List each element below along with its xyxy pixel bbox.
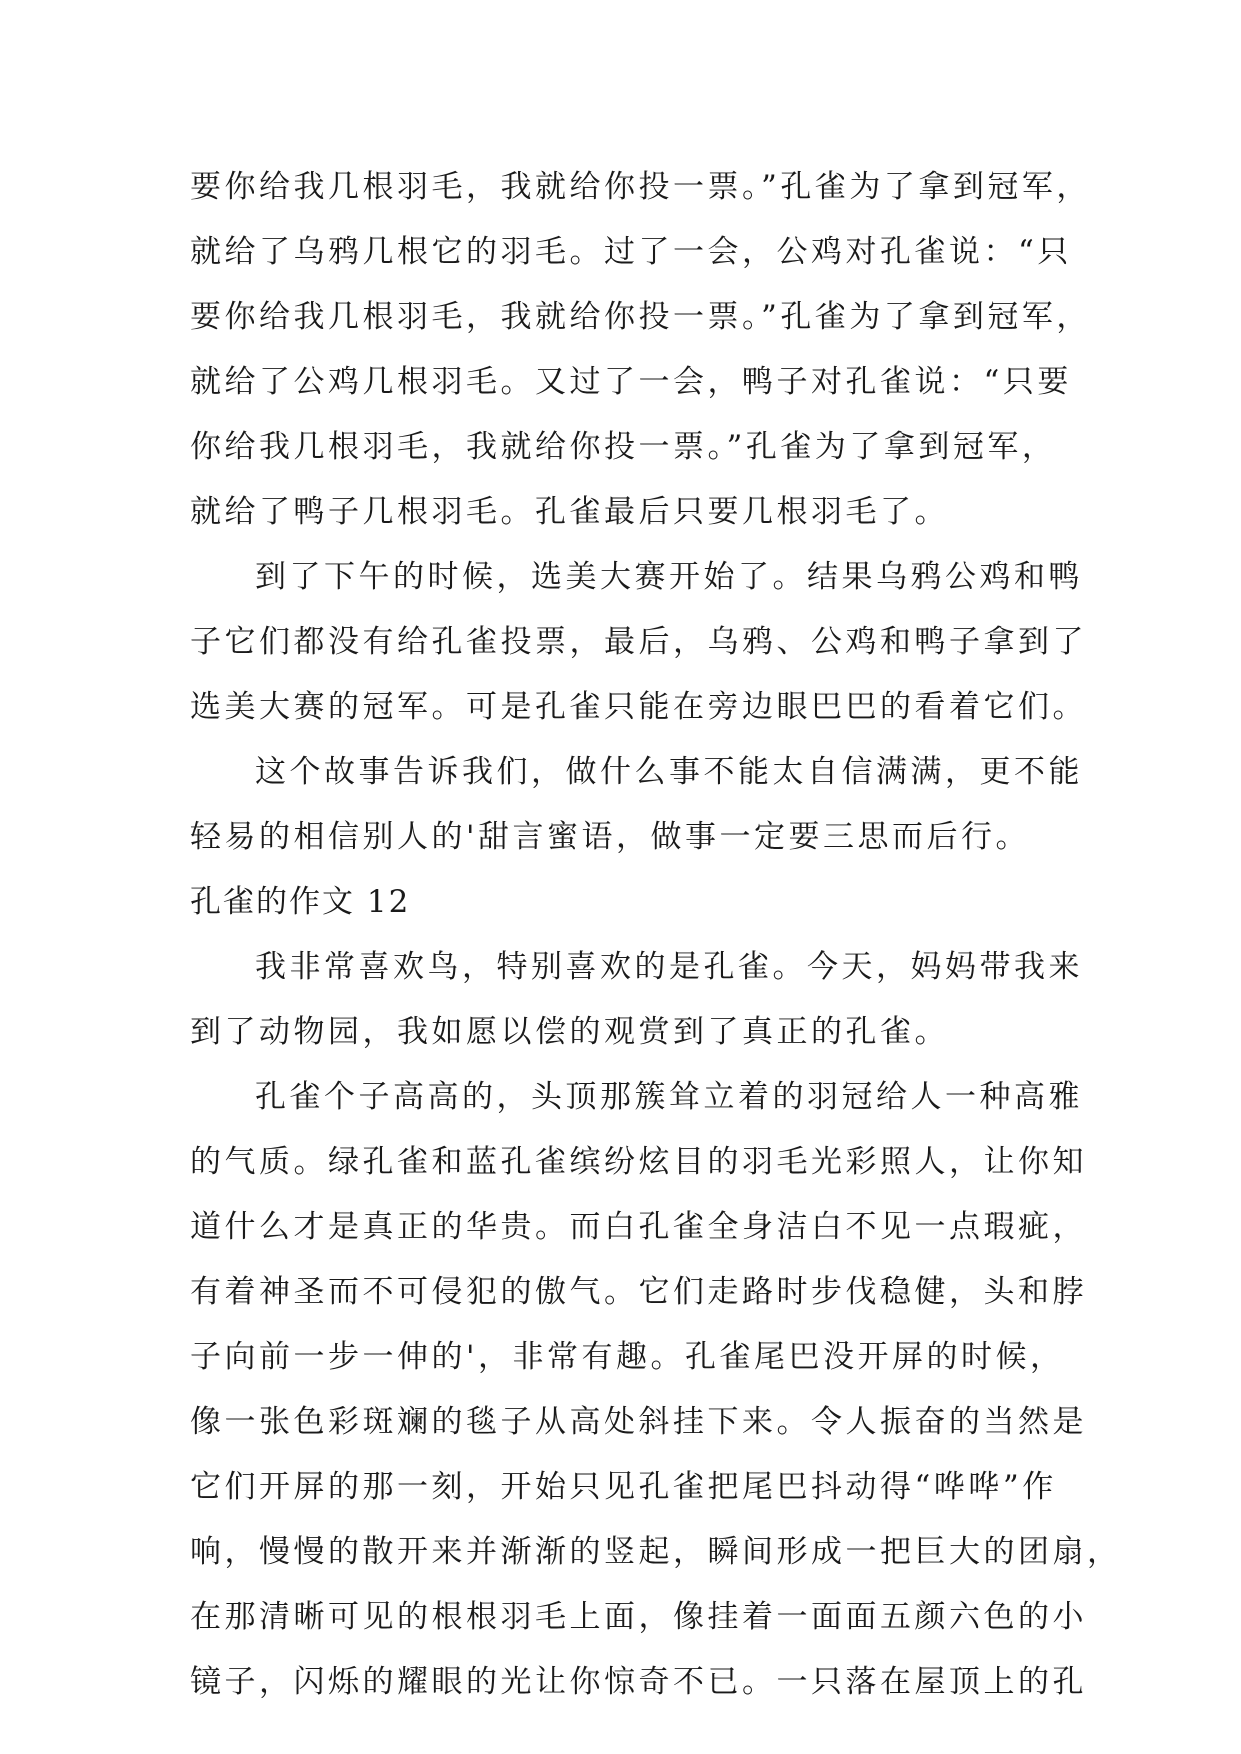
text-line: 就给了乌鸦几根它的羽毛。过了一会，公鸡对孔雀说：“只 [190,234,1072,270]
text-line: 就给了公鸡几根羽毛。又过了一会，鸭子对孔雀说：“只要 [190,364,1072,400]
text-line: 道什么才是真正的华贵。而白孔雀全身洁白不见一点瑕疵， [190,1209,1087,1245]
text-line: 要你给我几根羽毛，我就给你投一票。”孔雀为了拿到冠军， [190,169,1091,205]
text-line: 选美大赛的冠军。可是孔雀只能在旁边眼巴巴的看着它们。 [190,689,1087,725]
text-line: 子它们都没有给孔雀投票，最后，乌鸦、公鸡和鸭子拿到了 [190,624,1087,660]
text-line: 子向前一步一伸的'，非常有趣。孔雀尾巴没开屏的时候， [190,1339,1065,1375]
text-line: 镜子，闪烁的耀眼的光让你惊奇不已。一只落在屋顶上的孔 [190,1664,1087,1700]
text-line: 像一张色彩斑斓的毯子从高处斜挂下来。令人振奋的当然是 [190,1404,1087,1440]
text-line: 你给我几根羽毛，我就给你投一票。”孔雀为了拿到冠军， [190,429,1057,465]
text-line: 到了动物园，我如愿以偿的观赏到了真正的孔雀。 [190,1014,949,1050]
section-heading: 孔雀的作文 12 [190,884,411,920]
paragraph-first-line: 孔雀个子高高的，头顶那簇耸立着的羽冠给人一种高雅 [255,1079,1083,1115]
text-line: 的气质。绿孔雀和蓝孔雀缤纷炫目的羽毛光彩照人，让你知 [190,1144,1087,1180]
text-line: 要你给我几根羽毛，我就给你投一票。”孔雀为了拿到冠军， [190,299,1091,335]
text-line: 它们开屏的那一刻，开始只见孔雀把尾巴抖动得“哗哗”作 [190,1469,1057,1505]
text-line: 响，慢慢的散开来并渐渐的竖起，瞬间形成一把巨大的团扇， [190,1534,1122,1570]
text-line: 轻易的相信别人的'甜言蜜语，做事一定要三思而后行。 [190,819,1031,855]
paragraph-first-line: 我非常喜欢鸟，特别喜欢的是孔雀。今天，妈妈带我来 [255,949,1083,985]
text-line: 在那清晰可见的根根羽毛上面，像挂着一面面五颜六色的小 [190,1599,1087,1635]
paragraph-first-line: 这个故事告诉我们，做什么事不能太自信满满，更不能 [255,754,1083,790]
text-line: 就给了鸭子几根羽毛。孔雀最后只要几根羽毛了。 [190,494,949,530]
paragraph-first-line: 到了下午的时候，选美大赛开始了。结果乌鸦公鸡和鸭 [255,559,1083,595]
text-line: 有着神圣而不可侵犯的傲气。它们走路时步伐稳健，头和脖 [190,1274,1087,1310]
